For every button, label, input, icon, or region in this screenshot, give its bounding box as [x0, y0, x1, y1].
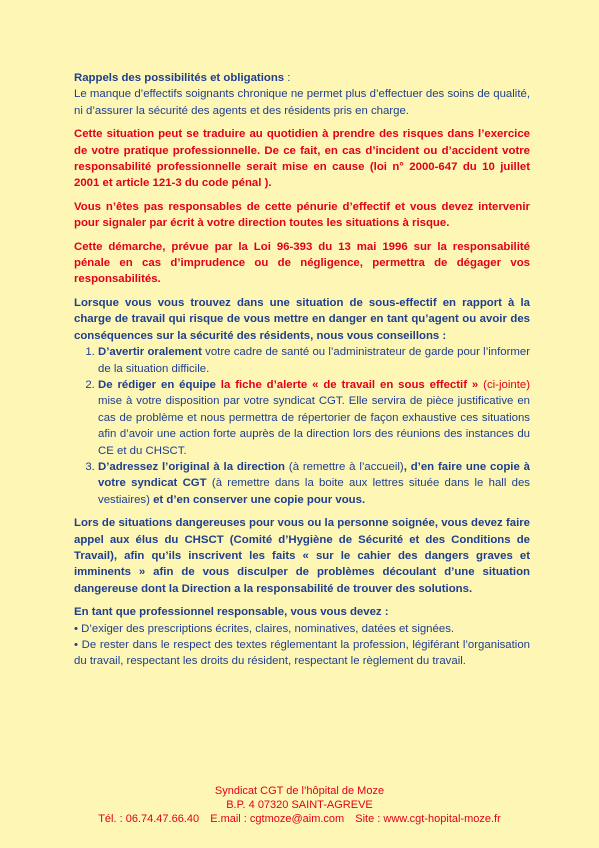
demarche-law: Cette démarche, prévue par la Loi 96-393 du 13 mai 1996 [74, 240, 408, 253]
rappels-heading-colon: : [284, 72, 291, 84]
demarche-paragraph [74, 239, 530, 288]
list-item [98, 459, 530, 508]
item3-bold1: D’adressez l’original à la direction [98, 460, 286, 473]
item3-text2: (à remettre dans la boite aux lettres située dans le hall des vestiaires) [98, 477, 530, 506]
footer-contacts [0, 812, 599, 826]
list-item [98, 344, 530, 377]
footer-address: B.P. 4 07320 SAINT-AGREVE [226, 799, 373, 811]
list-item [98, 377, 530, 459]
item1-bold: D’avertir oralement [98, 346, 202, 359]
item2-ci-jointe: (ci-jointe) [478, 378, 530, 391]
item2-text: mise à votre disposition par votre syndicat CGT. Elle servira de pièce justificative en cas de problème et nous permettra de répertorier de façon exhaustive ces situations afin d’avoir une action forte auprès de la direction lors des réunions des instances du CE et du CHSCT. [98, 395, 530, 457]
situation-paragraph: Cette situation peut se traduire au quotidien à prendre des risques dans l’exercice de votre pratique professionnelle. De ce fait, en cas d’incident ou d’accident votre responsabilité professionnelle serait mise en cause (loi n° 2000-647 du 10 juillet 2001 et article 121-3 du code pénal ). [74, 128, 530, 190]
professionnel-bullet-2: • De rester dans le respect des textes réglementant la profession, légiférant l’organisation du travail, respectant les droits du résident, respectant le règlement du travail. [74, 639, 530, 668]
demarche-text: sur la responsabilité pénale en cas d’imprudence ou de négligence, permettra de dégager vos responsabilités. [74, 240, 530, 286]
rappels-heading: Rappels des possibilités et obligations [74, 72, 285, 84]
footer-syndicat: Syndicat CGT de l’hôpital de Moze [214, 785, 385, 797]
professionnel-heading: En tant que professionnel responsable, vous vous devez : [74, 606, 389, 619]
rappels-text: Le manque d’effectifs soignants chronique ne permet plus d’effectuer des soins de qualité, ni d’assurer la sécurité des agents et des résidents pris en charge. [74, 88, 530, 117]
footer-site[interactable]: Site : www.cgt-hopital-moze.fr [355, 813, 501, 825]
item3-bold3: et d’en conserver une copie pour vous. [149, 493, 366, 506]
item1-text: votre cadre de santé ou l’administrateur de garde pour l’informer de la situation difficile. [98, 346, 530, 375]
item3-bold2: , d’en faire une copie à votre syndicat CGT [98, 460, 530, 490]
document-body [74, 70, 530, 670]
item2-fiche: la fiche d’alerte « de travail en sous effectif » [215, 378, 479, 391]
rappels-section [74, 70, 530, 119]
item3-text1: (à remettre à l’accueil) [285, 460, 404, 473]
footer [0, 784, 599, 826]
penurie-paragraph: Vous n’êtes pas responsables de cette pénurie d’effectif et vous devez intervenir pour signaler par écrit à votre direction toutes les situations à risque. [74, 200, 530, 230]
footer-tel: Tél. : 06.74.47.66.40 [98, 813, 200, 825]
dangers-paragraph: Lors de situations dangereuses pour vous ou la personne soignée, vous devez faire appel aux élus du CHSCT (Comité d’Hygiène de Sécurité et des Conditions de Travail), afin qu’ils inscrivent les faits « sur le cahier des dangers graves et imminents » afin de vous disculper de problèmes découlant d’une situation dangereuse dont la Direction a la responsabilité de trouver des solutions. [74, 517, 530, 595]
item2-bold: De rédiger en équipe [98, 378, 216, 391]
conseils-list [74, 344, 530, 508]
conseils-intro: Lorsque vous vous trouvez dans une situation de sous-effectif en rapport à la charge de travail qui risque de vous mettre en danger en tant qu’agent ou avoir des conséquences sur la sécurité des résidents, nous vous conseillons : [74, 296, 530, 342]
footer-email[interactable]: E.mail : cgtmoze@aim.com [210, 813, 345, 825]
professionnel-bullet-1: • D’exiger des prescriptions écrites, claires, nominatives, datées et signées. [74, 622, 455, 635]
